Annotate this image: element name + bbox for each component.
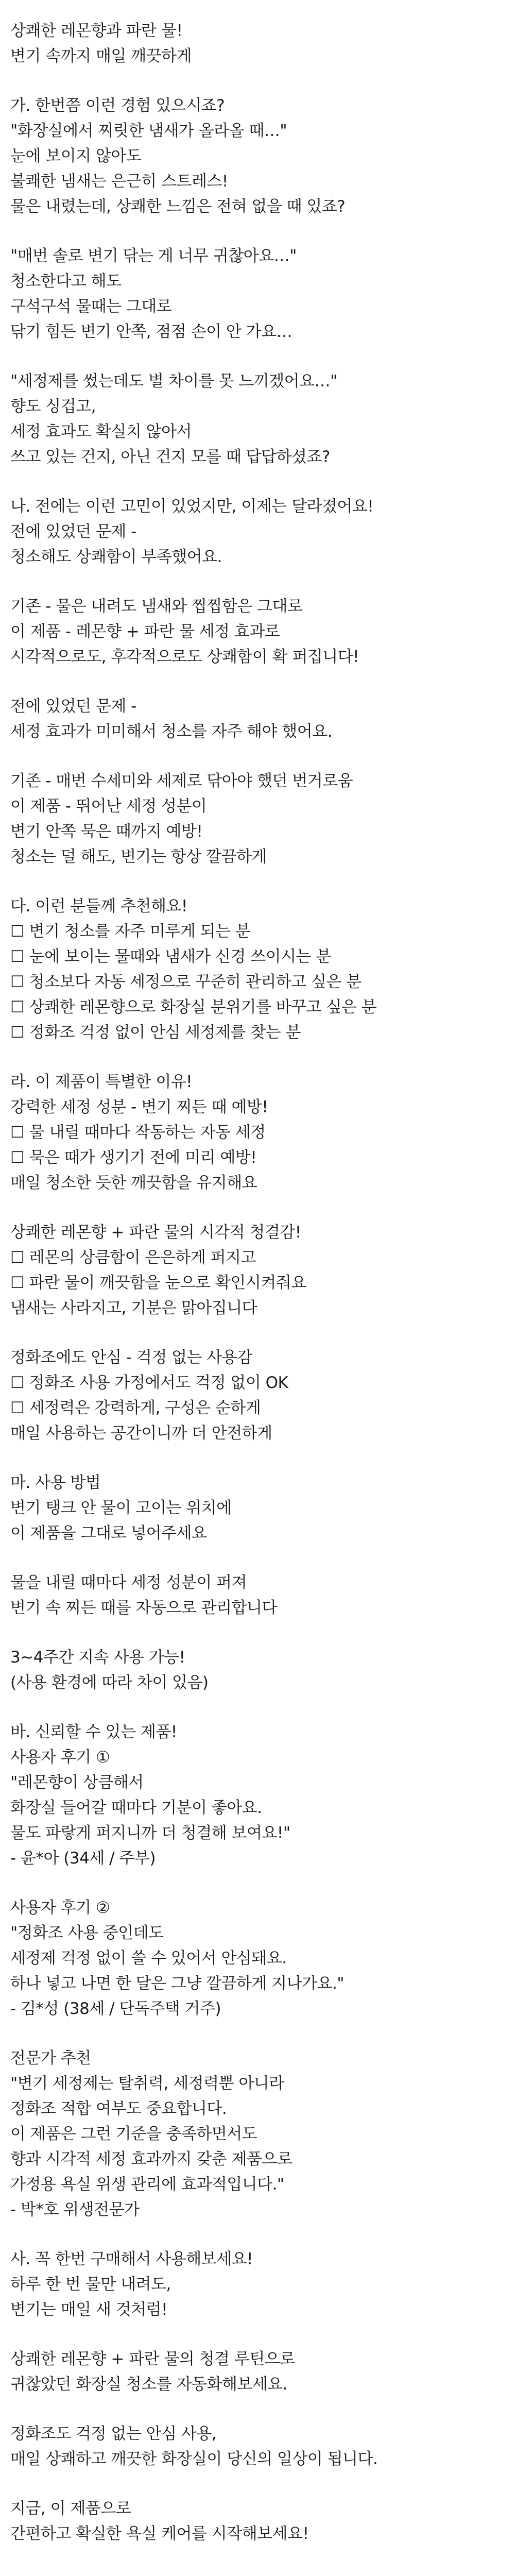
text-line: 시각적으로도, 후각적으로도 상쾌함이 확 퍼집니다!: [10, 648, 359, 666]
text-line: ☐ 정화조 걱정 없이 안심 세정제를 찾는 분: [10, 1023, 301, 1042]
text-paragraph: [10, 2421, 505, 2472]
text-paragraph: [10, 369, 505, 470]
text-line: 불쾌한 냄새는 은근히 스트레스!: [10, 172, 228, 191]
text-paragraph: [10, 694, 505, 744]
text-paragraph: [10, 2496, 505, 2547]
text-line: 전문가 추천: [10, 2049, 91, 2067]
text-line: 변기 탱크 안 물이 고이는 위치에: [10, 1499, 232, 1517]
text-line: 물을 내릴 때마다 세정 성분이 퍼져: [10, 1573, 247, 1592]
text-line: 매일 청소한 듯한 깨끗함을 유지해요: [10, 1174, 258, 1192]
text-line: 이 제품은 그런 기준을 충족하면서도: [10, 2125, 258, 2143]
text-line: 청소한다고 해도: [10, 272, 122, 291]
text-line: 변기 안쪽 묵은 때까지 예방!: [10, 822, 203, 841]
text-paragraph: [10, 1720, 505, 1871]
text-line: 마. 사용 방법: [10, 1473, 101, 1492]
text-paragraph: [10, 1645, 505, 1696]
text-paragraph: [10, 1345, 505, 1446]
text-line: "세정제를 썼는데도 별 차이를 못 느끼겠어요…": [10, 372, 337, 391]
text-paragraph: [10, 1570, 505, 1621]
text-line: 다. 이런 분들께 추천해요!: [10, 897, 187, 916]
text-line: 상쾌한 레몬향 + 파란 물의 청결 루틴으로: [10, 2350, 295, 2368]
text-line: 청소해도 상쾌함이 부족했어요.: [10, 548, 222, 566]
text-line: 향과 시각적 세정 효과까지 갖춘 제품으로: [10, 2150, 293, 2168]
text-line: 매일 상쾌하고 깨끗한 화장실이 당신의 일상이 됩니다.: [10, 2450, 378, 2468]
text-line: 상쾌한 레몬향 + 파란 물의 시각적 청결감!: [10, 1223, 301, 1242]
text-line: 3~4주간 지속 사용 가능!: [10, 1648, 185, 1667]
text-line: 세정 효과가 미미해서 청소를 자주 해야 했어요.: [10, 722, 332, 741]
text-line: "레몬향이 상큼해서: [10, 1773, 144, 1792]
text-line: - 박*호 위생전문가: [10, 2200, 140, 2219]
text-line: 구석구석 물때는 그대로: [10, 297, 172, 316]
text-line: ☐ 정화조 사용 가정에서도 걱정 없이 OK: [10, 1374, 288, 1392]
text-line: 귀찮았던 화장실 청소를 자동화해보세요.: [10, 2375, 287, 2394]
text-paragraph: [10, 2347, 505, 2397]
text-line: 변기 속까지 매일 깨끗하게: [10, 47, 192, 65]
text-line: 지금, 이 제품으로: [10, 2499, 131, 2518]
text-line: 이 제품을 그대로 넣어주세요: [10, 1524, 207, 1543]
text-line: 향도 싱겁고,: [10, 397, 96, 416]
text-line: 강력한 세정 성분 - 변기 찌든 때 예방!: [10, 1098, 268, 1116]
text-line: ☐ 세정력은 강력하게, 구성은 순하게: [10, 1399, 261, 1417]
text-line: 세정 효과도 확실치 않아서: [10, 422, 192, 441]
text-line: 사. 꼭 한번 구매해서 사용해보세요!: [10, 2250, 253, 2268]
text-line: ☐ 변기 청소를 자주 미루게 되는 분: [10, 922, 251, 941]
text-line: "매번 솔로 변기 닦는 게 너무 귀찮아요…": [10, 247, 297, 265]
text-line: 청소는 덜 해도, 변기는 항상 깔끔하게: [10, 848, 267, 866]
text-line: 정화조도 걱정 없는 안심 사용,: [10, 2425, 217, 2443]
text-line: 사용자 후기 ①: [10, 1748, 110, 1767]
text-line: (사용 환경에 따라 차이 있음): [10, 1673, 209, 1692]
text-line: 하나 넣고 나면 한 달은 그냥 깔끔하게 지나가요.": [10, 1974, 345, 1993]
text-line: 정화조에도 안심 - 걱정 없는 사용감: [10, 1348, 252, 1367]
text-line: ☐ 물 내릴 때마다 작동하는 자동 세정: [10, 1123, 266, 1142]
text-line: 세정제 걱정 없이 쓸 수 있어서 안심돼요.: [10, 1949, 287, 1968]
text-line: 하루 한 번 물만 내려도,: [10, 2275, 171, 2294]
text-line: - 김*성 (38세 / 단독주택 거주): [10, 1999, 221, 2018]
text-line: 기존 - 매번 수세미와 세제로 닦아야 했던 번거로움: [10, 772, 353, 790]
text-line: 상쾌한 레몬향과 파란 물!: [10, 22, 183, 40]
text-line: 화장실 들어갈 때마다 기분이 좋아요.: [10, 1799, 262, 1817]
text-line: 정화조 적합 여부도 중요합니다.: [10, 2099, 227, 2118]
text-line: 기존 - 물은 내려도 냄새와 찝찝함은 그대로: [10, 597, 303, 616]
text-line: 물은 내렸는데, 상쾌한 느낌은 전혀 없을 때 있죠?: [10, 197, 346, 216]
text-line: 나. 전에는 이런 고민이 있었지만, 이제는 달라졌어요!: [10, 497, 374, 516]
text-paragraph: [10, 1070, 505, 1196]
text-paragraph: [10, 894, 505, 1045]
text-line: 물도 파랗게 퍼지니까 더 청결해 보여요!": [10, 1824, 290, 1842]
text-paragraph: [10, 1470, 505, 1546]
text-line: 사용자 후기 ②: [10, 1899, 110, 1917]
text-line: 전에 있었던 문제 -: [10, 697, 136, 716]
text-line: 가정용 욕실 위생 관리에 효과적입니다.": [10, 2175, 284, 2194]
text-line: 냄새는 사라지고, 기분은 맑아집니다: [10, 1299, 258, 1317]
text-paragraph: [10, 769, 505, 870]
text-line: 쓰고 있는 건지, 아닌 건지 모를 때 답답하셨죠?: [10, 448, 330, 466]
text-line: 간편하고 확실한 욕실 케어를 시작해보세요!: [10, 2524, 309, 2543]
text-paragraph: [10, 1895, 505, 2022]
text-line: 변기 속 찌든 때를 자동으로 관리합니다: [10, 1599, 277, 1617]
text-paragraph: [10, 594, 505, 670]
text-line: 가. 한번쯤 이런 경험 있으시죠?: [10, 96, 225, 115]
text-line: "화장실에서 찌릿한 냄새가 올라올 때…": [10, 122, 287, 140]
text-line: - 윤*아 (34세 / 주부): [10, 1849, 156, 1868]
text-line: ☐ 청소보다 자동 세정으로 꾸준히 관리하고 싶은 분: [10, 973, 362, 991]
text-line: 눈에 보이지 않아도: [10, 147, 142, 165]
text-line: 매일 사용하는 공간이니까 더 안전하게: [10, 1424, 272, 1443]
text-paragraph: [10, 244, 505, 345]
text-line: ☐ 묵은 때가 생기기 전에 미리 예방!: [10, 1148, 257, 1167]
text-line: 바. 신뢰할 수 있는 제품!: [10, 1723, 177, 1741]
text-paragraph: [10, 19, 505, 69]
text-line: 닦기 힘든 변기 안쪽, 점점 손이 안 가요…: [10, 323, 293, 341]
text-line: ☐ 상쾌한 레몬향으로 화장실 분위기를 바꾸고 싶은 분: [10, 998, 377, 1016]
text-line: 전에 있었던 문제 -: [10, 522, 136, 541]
text-line: ☐ 레몬의 상큼함이 은은하게 퍼지고: [10, 1248, 256, 1267]
text-line: 이 제품 - 뛰어난 세정 성분이: [10, 797, 207, 816]
text-line: 변기는 매일 새 것처럼!: [10, 2300, 168, 2319]
text-paragraph: [10, 2046, 505, 2223]
text-line: 이 제품 - 레몬향 + 파란 물 세정 효과로: [10, 622, 280, 641]
text-line: "변기 세정제는 탈취력, 세정력뿐 아니라: [10, 2074, 284, 2093]
text-line: 라. 이 제품이 특별한 이유!: [10, 1073, 193, 1091]
text-paragraph: [10, 2247, 505, 2323]
text-line: ☐ 눈에 보이는 물때와 냄새가 신경 쓰이시는 분: [10, 947, 331, 966]
text-line: ☐ 파란 물이 깨끗함을 눈으로 확인시켜줘요: [10, 1274, 306, 1292]
text-paragraph: [10, 93, 505, 219]
text-line: "정화조 사용 중인데도: [10, 1924, 164, 1942]
text-paragraph: [10, 1220, 505, 1321]
text-paragraph: [10, 494, 505, 570]
